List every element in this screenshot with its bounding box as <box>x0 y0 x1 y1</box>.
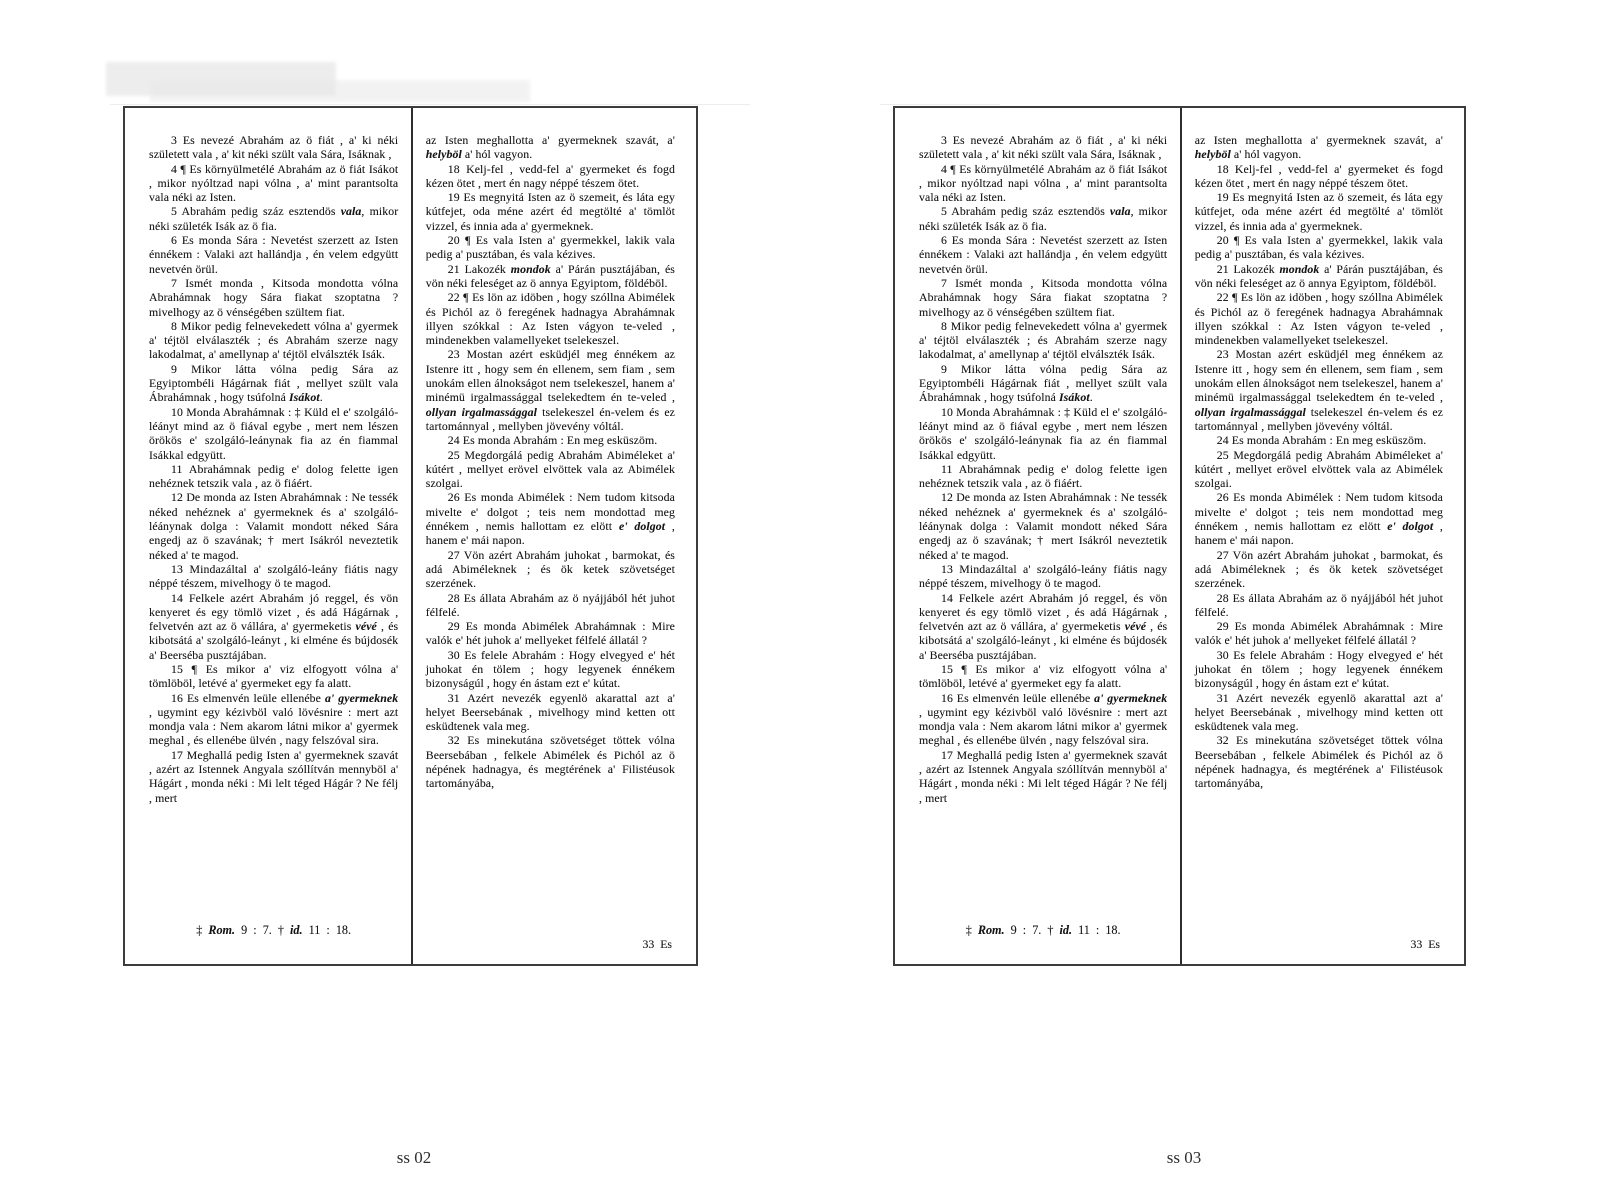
left-text-column <box>125 108 411 964</box>
emphasized-text: mondok <box>1279 261 1320 276</box>
verse-text: 18 Kelj-fel , vedd-fel a' gyermeket és fogd kézen ötet , mert én nagy néppé tészem ötet. <box>425 161 675 190</box>
verse-paragraph <box>1195 691 1443 734</box>
verse-text: , hanem e' mái napon. <box>1194 519 1443 548</box>
page-ss02 <box>123 106 698 966</box>
verse-text: 22 ¶ Es lön az idöben , hogy szóllna Abimélek és Pichól az ö feregének hadnagya Abrahámnak illyen szókkal : Az Isten vágyon te-veled , mindenekben valamellyeket tselekeszel. <box>1194 290 1443 348</box>
verse-text: 12 De monda az Isten Abrahámnak : Ne tessék néked nehéznek a' gyermeknek és a' szolgáló-léánynak dolga : Valamit mondott néked Sára engedj az ö szavának; † mert Isákról neveztetik néked a' te magod. <box>149 490 399 562</box>
verse-text: 23 Mostan azért esküdjél meg énnékem az Istenre itt , hogy sem én ellenem, sem fiam , sem unokám ellen álnokságot nem tselekeszel, hanem a' minémü irgalmassággal tselekedtem én te-veled , <box>425 347 675 405</box>
verse-paragraph <box>426 233 675 262</box>
verse-paragraph <box>919 133 1167 162</box>
verse-text: 11 : 18. <box>302 923 352 937</box>
verse-paragraph <box>149 748 398 805</box>
emphasized-text: vévé <box>355 619 377 634</box>
verse-paragraph <box>1195 262 1443 291</box>
emphasized-text: vala <box>340 204 362 219</box>
verse-paragraph <box>426 162 675 191</box>
verse-paragraph <box>919 490 1167 561</box>
verse-text: a' Párán pusztájában, és vön néki feleséget az ö annya Egyiptom, földéböl. <box>425 261 675 290</box>
verse-text: 23 Mostan azért esküdjél meg énnékem az Istenre itt , hogy sem én ellenem, sem fiam , sem unokám ellen álnokságot nem tselekeszel, hanem a' minémü irgalmassággal tselekedtem én te-veled , <box>1194 347 1443 405</box>
verse-text: tselekeszel én-velem és ez tartománnyal , mellyben jövevény vóltál. <box>425 404 675 433</box>
verse-text: az Isten meghallotta a' gyermeknek szavát, a' <box>425 133 675 147</box>
verse-paragraph <box>149 233 398 276</box>
verse-text: 11 Abrahámnak pedig e' dolog felette igen nehéznek tetszik vala , az ö fiáért. <box>919 461 1168 491</box>
verse-paragraph <box>149 490 398 561</box>
verse-paragraph <box>919 162 1167 205</box>
verse-paragraph <box>919 405 1167 462</box>
verse-text: 9 Mikor látta vólna pedig Sára az Egyiptombéli Hágárnak fiát , mellyet szült vala Ábrahámnak , hogy tsúfolná <box>149 361 399 405</box>
verse-paragraph <box>426 548 675 591</box>
emphasized-text: e' dolgot <box>618 519 666 534</box>
verse-text: 29 Es monda Abimélek Abrahámnak : Mire valók e' hét juhok a' mellyeket félfelé állatál ? <box>1194 619 1443 648</box>
verse-text: 28 Es állata Abrahám az ö nyájjából hét juhot félfelé. <box>1194 590 1443 619</box>
verse-text: , mikor néki születék Isák az ö fia. <box>919 204 1168 233</box>
verse-text: 3 Es nevezé Abrahám az ö fiát , a' ki néki született vala , a' kit néki szült vala Sára, Isáknak , <box>919 133 1168 162</box>
verse-paragraph <box>1195 290 1443 347</box>
verse-paragraphs <box>149 133 398 805</box>
verse-text: 16 Es elmenvén leüle ellenébe <box>941 690 1095 705</box>
emphasized-text: helyböl <box>425 147 462 162</box>
verse-text: 24 Es monda Abrahám : En meg esküszöm. <box>1216 433 1427 448</box>
page-label-ss03: ss 03 <box>1166 1148 1202 1167</box>
verse-paragraph <box>1195 591 1443 620</box>
verse-paragraph <box>919 276 1167 319</box>
verse-text: az Isten meghallotta a' gyermeknek szavát, a' <box>1194 133 1443 147</box>
right-text-column <box>1182 108 1464 964</box>
verse-text: ‡ <box>965 923 978 937</box>
verse-text: . <box>1089 390 1093 405</box>
scan-artifact-line <box>880 104 1000 105</box>
verse-paragraph <box>426 591 675 620</box>
emphasized-text: mondok <box>510 261 551 276</box>
scan-artifact-line <box>110 104 750 105</box>
verse-paragraph <box>426 262 675 291</box>
verse-paragraph <box>426 648 675 691</box>
verse-paragraph <box>426 691 675 734</box>
scan-artifact-smudge <box>150 80 530 102</box>
verse-text: 27 Vön azért Abrahám juhokat , barmokat, és adá Abiméleknek ; és ök ketek szövetséget szerzének. <box>425 547 675 591</box>
verse-paragraph <box>426 490 675 547</box>
verse-paragraphs <box>1195 133 1443 791</box>
verse-text: 6 Es monda Sára : Nevetést szerzett az Isten énnékem : Valaki azt hallándja , én velem edgyütt nevetvén örül. <box>919 233 1168 276</box>
verse-text: 11 Abrahámnak pedig e' dolog felette igen nehéznek tetszik vala , az ö fiáért. <box>149 461 399 491</box>
verse-text: 25 Megdorgálá pedig Abrahám Abiméleket a' kútért , mellyet erövel elvöttek vala az Abimélek szolgai. <box>1194 447 1443 491</box>
verse-paragraph <box>426 190 675 233</box>
verse-text: , ugymint egy kézivböl való lövésnire : mert azt mondja vala : Nem akarom látni mikor a' gyermek meghal , és ellenébe ülvén , nagy felszóval sira. <box>149 704 399 748</box>
verse-text: 22 ¶ Es lön az idöben , hogy szóllna Abimélek és Pichól az ö feregének hadnagya Abrahámnak illyen szókkal : Az Isten vágyon te-veled , mindenekben valamellyeket tselekeszel. <box>425 290 675 348</box>
verse-paragraph <box>426 290 675 347</box>
emphasized-text: helyböl <box>1194 147 1231 162</box>
verse-text: 27 Vön azért Abrahám juhokat , barmokat, és adá Abiméleknek ; és ök ketek szövetséget szerzének. <box>1194 547 1443 591</box>
emphasized-text: e' dolgot <box>1387 519 1434 534</box>
verse-text: , és kibotsátá a' szolgáló-leányt , ki elméne és bújdosék a' Beerséba pusztájában. <box>919 619 1168 662</box>
verse-paragraph <box>426 448 675 491</box>
verse-text: a' Párán pusztájában, és vön néki feleséget az ö annya Egyiptom, földéböl. <box>1194 261 1443 290</box>
verse-text: , ugymint egy kézivböl való lövésnire : mert azt mondja vala : Nem akarom látni mikor a' gyermek meghal , és ellenébe ülvén , nagy felszóval sira. <box>919 704 1168 748</box>
catchword: 33 Es <box>642 937 672 951</box>
verse-text: 17 Meghallá pedig Isten a' gyermeknek szavát , azért az Istennek Angyala szóllítván mennyböl a' Hágárt , monda néki : Mi lelt téged Hágár ? Ne félj , mert <box>149 747 399 805</box>
verse-paragraph <box>919 662 1167 691</box>
verse-paragraph <box>919 591 1167 662</box>
verse-paragraph <box>1195 619 1443 648</box>
catchword: 33 Es <box>1410 937 1440 951</box>
verse-paragraph <box>149 562 398 591</box>
verse-paragraph <box>149 462 398 491</box>
verse-paragraph <box>426 133 675 162</box>
verse-text: 20 ¶ Es vala Isten a' gyermekkel, lakik vala pedig a' pusztában, és vala kézives. <box>1194 233 1443 262</box>
verse-paragraph <box>426 619 675 648</box>
verse-paragraphs <box>426 133 675 791</box>
emphasized-text: Rom. <box>977 923 1005 937</box>
verse-text: , és kibotsátá a' szolgáló-leányt , ki elméne és bújdosék a' Beerséba pusztájában. <box>149 619 399 662</box>
verse-paragraph <box>919 691 1167 748</box>
verse-paragraph <box>919 362 1167 405</box>
verse-text: 32 Es minekutána szövetséget töttek vólna Beersebában , felkele Abimélek és Pichól az ö népének hadnagya, és megtérének a' Filistéusok tartományába, <box>1194 733 1443 791</box>
verse-text: 5 Abrahám pedig száz esztendös <box>941 204 1110 219</box>
verse-paragraphs <box>919 133 1167 805</box>
footnote-references <box>919 917 1167 938</box>
verse-paragraph <box>149 319 398 362</box>
emphasized-text: a' gyermeknek <box>1094 690 1168 705</box>
emphasized-text: vévé <box>1124 619 1147 634</box>
verse-text: 26 Es monda Abimélek : Nem tudom kitsoda mivelte e' dolgot ; teis nem mondottad meg énnékem , nemis hallottam ez elött <box>1194 490 1443 534</box>
verse-text: 5 Abrahám pedig száz esztendös <box>171 204 341 219</box>
verse-paragraph <box>149 591 398 662</box>
emphasized-text: a' gyermeknek <box>324 690 399 705</box>
verse-text: , hanem e' mái napon. <box>425 519 675 548</box>
emphasized-text: Rom. <box>208 923 236 937</box>
verse-text: 7 Ismét monda , Kitsoda mondotta vólna Abrahámnak hogy Sára fiakat szoptatna ? mivelhogy az ö vénségében szültem fiat. <box>919 275 1168 319</box>
verse-text: , mikor néki születék Isák az ö fia. <box>149 204 399 233</box>
verse-paragraph <box>919 462 1167 491</box>
verse-text: 30 Es felele Abrahám : Hogy elvegyed e' hét juhokat én tölem ; hogy legyenek énnékem bizonyságúl , hogy én ástam ezt e' kútat. <box>1194 647 1443 691</box>
verse-paragraph <box>919 748 1167 805</box>
verse-text: 31 Azért nevezék egyenlö akarattal azt a' helyet Beersebának , mivelhogy mind ketten ott esküdtenek vala meg. <box>425 690 675 734</box>
verse-text: 25 Megdorgálá pedig Abrahám Abiméleket a' kútért , mellyet erövel elvöttek vala az Abimélek szolgai. <box>425 447 675 491</box>
verse-text: tselekeszel én-velem és ez tartománnyal , mellyben jövevény vóltál. <box>1194 404 1443 433</box>
verse-text: 10 Monda Abrahámnak : ‡ Küld el e' szolgáló-léányt mind az ö fiával egybe , mert nem lészen örökös e' szolgáló-leánynak fia az én fiammal Isákkal edgyütt. <box>919 404 1168 462</box>
emphasized-text: ollyan irgalmassággal <box>425 404 538 419</box>
verse-text: 31 Azért nevezék egyenlö akarattal azt a' helyet Beersebának , mivelhogy mind ketten ott esküdtenek vala meg. <box>1194 690 1443 734</box>
verse-paragraph <box>1195 133 1443 162</box>
verse-text: 17 Meghallá pedig Isten a' gyermeknek szavát , azért az Istennek Angyala szóllítván mennyböl a' Hágárt , monda néki : Mi lelt téged Hágár ? Ne félj , mert <box>919 747 1168 805</box>
verse-text: 15 ¶ Es mikor a' viz elfogyott vólna a' tömlöböl, letévé a' gyermeket egy fa alatt. <box>919 661 1168 691</box>
verse-paragraph <box>1195 733 1443 790</box>
right-text-column <box>413 108 696 964</box>
verse-paragraph <box>919 562 1167 591</box>
verse-text: a' hól vagyon. <box>1230 147 1302 162</box>
verse-text: 24 Es monda Abrahám : En meg esküszöm. <box>447 433 658 448</box>
verse-paragraph <box>149 276 398 319</box>
verse-paragraph <box>149 162 398 205</box>
verse-paragraph <box>149 405 398 462</box>
verse-paragraph <box>1195 448 1443 491</box>
emphasized-text: Isákot <box>288 390 320 405</box>
verse-text: 29 Es monda Abimélek Abrahámnak : Mire valók e' hét juhok a' mellyeket félfelé állatál ? <box>425 619 675 648</box>
verse-paragraph <box>1195 233 1443 262</box>
verse-text: 6 Es monda Sára : Nevetést szerzett az Isten énnékem : Valaki azt hallándja , én velem edgyütt nevetvén örül. <box>149 233 399 276</box>
page-ss03 <box>893 106 1466 966</box>
verse-paragraph <box>1195 433 1443 447</box>
verse-text: 13 Mindazáltal a' szolgáló-leány fiátis nagy néppé tészem, mivelhogy ö te magod. <box>149 561 399 591</box>
left-text-column <box>895 108 1180 964</box>
verse-text: 19 Es megnyitá Isten az ö szemeit, és láta egy kútfejet, oda méne azért éd megtölté a' tömlöt vizzel, és innia ada a' gyermeknek. <box>1194 190 1443 233</box>
verse-paragraph <box>919 204 1167 233</box>
verse-paragraph <box>149 691 398 748</box>
verse-text: 21 Lakozék <box>1216 261 1280 276</box>
verse-text: 7 Ismét monda , Kitsoda mondotta vólna Abrahámnak hogy Sára fiakat szoptatna ? mivelhogy az ö vénségében szültem fiat. <box>149 275 399 319</box>
verse-text: 14 Felkele azért Abrahám jó reggel, és vön kenyeret és egy tömlö vizet , és adá Hágárnak , felvetvén azt az ö vállára, a' gyermeketis <box>919 590 1168 634</box>
emphasized-text: id. <box>1059 923 1073 937</box>
verse-paragraph <box>1195 548 1443 591</box>
verse-text: 28 Es állata Abrahám az ö nyájjából hét juhot félfelé. <box>425 590 675 619</box>
emphasized-text: ollyan irgalmassággal <box>1194 404 1306 419</box>
emphasized-text: Isákot <box>1058 390 1090 405</box>
verse-text: ‡ <box>196 923 209 937</box>
verse-text: 4 ¶ Es környülmetélé Abrahám az ö fiát Isákot , mikor nyóltzad napi vólna , a' mint parantsolta vala néki az Isten. <box>919 161 1168 205</box>
verse-paragraph <box>1195 347 1443 433</box>
verse-text: 10 Monda Abrahámnak : ‡ Küld el e' szolgáló-léányt mind az ö fiával egybe , mert nem lészen örökös e' szolgáló-leánynak fia az én fiammal Isákkal edgyütt. <box>149 404 399 462</box>
emphasized-text: id. <box>290 923 303 937</box>
verse-paragraph <box>426 433 675 447</box>
verse-paragraph <box>149 662 398 691</box>
verse-paragraph <box>919 233 1167 276</box>
verse-text: a' hól vagyon. <box>461 147 533 162</box>
verse-text: . <box>319 390 323 405</box>
verse-text: 32 Es minekutána szövetséget töttek vólna Beersebában , felkele Abimélek és Pichól az ö népének hadnagya, és megtérének a' Filistéusok tartományába, <box>425 733 675 791</box>
footnote-references <box>149 917 398 938</box>
verse-text: 9 : 7. † <box>1004 923 1060 937</box>
verse-text: 26 Es monda Abimélek : Nem tudom kitsoda mivelte e' dolgot ; teis nem mondottad meg énnékem , nemis hallottam ez elött <box>425 490 675 534</box>
verse-paragraph <box>1195 162 1443 191</box>
verse-text: 15 ¶ Es mikor a' viz elfogyott vólna a' tömlöböl, letévé a' gyermeket egy fa alatt. <box>149 661 399 691</box>
verse-text: 13 Mindazáltal a' szolgáló-leány fiátis nagy néppé tészem, mivelhogy ö te magod. <box>919 561 1168 591</box>
verse-paragraph <box>149 133 398 162</box>
emphasized-text: vala <box>1109 204 1131 219</box>
verse-text: 16 Es elmenvén leüle ellenébe <box>171 690 325 705</box>
verse-text: 8 Mikor pedig felnevekedett vólna a' gyermek a' téjtöl elválaszték ; és Abrahám szerze nagy lakodalmat, a' amellynap a' téjtöl elválszték Isák. <box>149 318 399 362</box>
verse-text: 19 Es megnyitá Isten az ö szemeit, és láta egy kútfejet, oda méne azért éd megtölté a' tömlöt vizzel, és innia ada a' gyermeknek. <box>425 190 675 233</box>
verse-text: 21 Lakozék <box>447 261 511 276</box>
verse-paragraph <box>426 347 675 433</box>
verse-text: 14 Felkele azért Abrahám jó reggel, és vön kenyeret és egy tömlö vizet , és adá Hágárnak , felvetvén azt az ö vállára, a' gyermeketis <box>149 590 399 634</box>
verse-text: 9 : 7. † <box>235 923 291 937</box>
verse-text: 3 Es nevezé Abrahám az ö fiát , a' ki néki született vala , a' kit néki szült vala Sára, Isáknak , <box>149 133 399 162</box>
verse-text: 12 De monda az Isten Abrahámnak : Ne tessék néked nehéznek a' gyermeknek és a' szolgáló-léánynak dolga : Valamit mondott néked Sára engedj az ö szavának; † mert Isákról neveztetik néked a' te magod. <box>919 490 1168 562</box>
verse-text: 18 Kelj-fel , vedd-fel a' gyermeket és fogd kézen ötet , mert én nagy néppé tészem ötet. <box>1194 161 1443 190</box>
verse-paragraph <box>919 319 1167 362</box>
verse-paragraph <box>1195 648 1443 691</box>
page-label-ss02: ss 02 <box>396 1148 432 1167</box>
verse-paragraph <box>1195 190 1443 233</box>
verse-text: 4 ¶ Es környülmetélé Abrahám az ö fiát Isákot , mikor nyóltzad napi vólna , a' mint parantsolta vala néki az Isten. <box>149 161 399 205</box>
verse-text: 30 Es felele Abrahám : Hogy elvegyed e' hét juhokat én tölem ; hogy legyenek énnékem bizonyságúl , hogy én ástam ezt e' kútat. <box>425 647 675 691</box>
verse-paragraph <box>149 362 398 405</box>
verse-text: 9 Mikor látta vólna pedig Sára az Egyiptombéli Hágárnak fiát , mellyet szült vala Ábrahámnak , hogy tsúfolná <box>919 361 1168 405</box>
verse-text: 11 : 18. <box>1072 923 1121 937</box>
verse-text: 8 Mikor pedig felnevekedett vólna a' gyermek a' téjtöl elválaszték ; és Abrahám szerze nagy lakodalmat, a' amellynap a' téjtöl elválszték Isák. <box>919 318 1168 362</box>
verse-paragraph <box>426 733 675 790</box>
verse-text: 20 ¶ Es vala Isten a' gyermekkel, lakik vala pedig a' pusztában, és vala kézives. <box>425 233 675 262</box>
verse-paragraph <box>1195 490 1443 547</box>
verse-paragraph <box>149 204 398 233</box>
